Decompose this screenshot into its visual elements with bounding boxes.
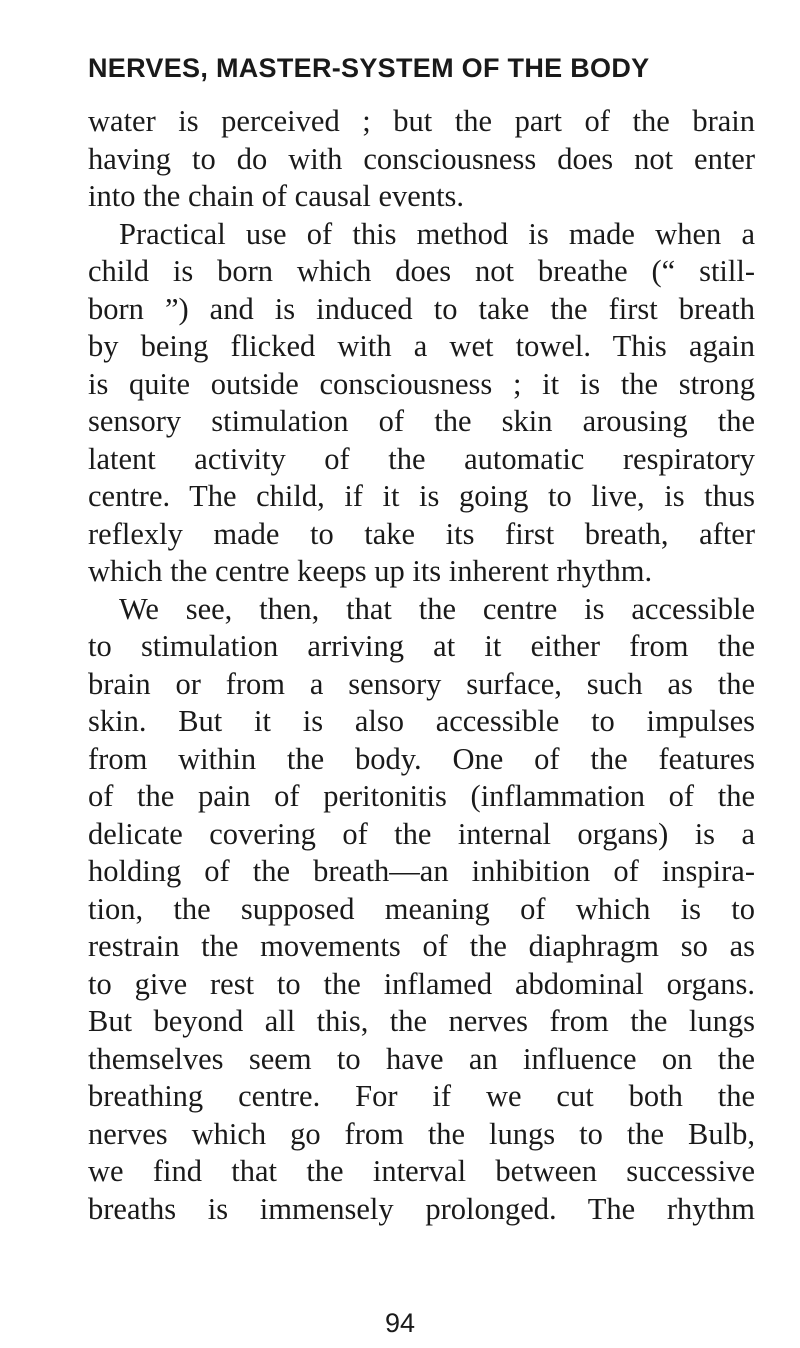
- text-line: is quite outside consciousness ; it is the strong: [88, 366, 755, 401]
- text-line: child is born which does not breathe (“ still-: [88, 254, 755, 288]
- text-line: by being flicked with a wet towel. This again: [88, 329, 755, 363]
- text-line: skin. But it is also accessible to impulses: [88, 704, 755, 738]
- text-line: water is perceived ; but the part of the brain: [88, 104, 755, 138]
- text-line: restrain the movements of the diaphragm so as: [88, 929, 755, 963]
- text-line: But beyond all this, the nerves from the lungs: [88, 1004, 755, 1038]
- text-line: brain or from a sensory surface, such as the: [88, 666, 755, 701]
- text-line: which the centre keeps up its inherent rhythm.: [88, 554, 653, 588]
- text-line: Practical use of this method is made when a: [119, 216, 755, 251]
- text-line: having to do with consciousness does not enter: [88, 141, 755, 176]
- text-line: to stimulation arriving at it either from the: [88, 629, 755, 663]
- text-line: tion, the supposed meaning of which is to: [88, 891, 755, 926]
- text-line: we find that the interval between successive: [88, 1154, 755, 1188]
- text-line: delicate covering of the internal organs) is a: [88, 816, 755, 851]
- text-line: reflexly made to take its first breath, after: [88, 516, 755, 551]
- running-head: NERVES, MASTER-SYSTEM OF THE BODY: [88, 53, 650, 83]
- page-number: 94: [384, 1308, 416, 1338]
- text-line: born ”) and is induced to take the first breath: [88, 291, 755, 326]
- text-line: sensory stimulation of the skin arousing the: [88, 404, 755, 438]
- text-line: breathing centre. For if we cut both the: [88, 1079, 755, 1113]
- body-text: [88, 103, 755, 1228]
- text-line: holding of the breath—an inhibition of inspira-: [88, 854, 755, 888]
- text-line: themselves seem to have an influence on the: [88, 1041, 755, 1076]
- text-line: from within the body. One of the features: [88, 741, 755, 776]
- text-line: centre. The child, if it is going to live, is thus: [88, 479, 755, 513]
- text-line: to give rest to the inflamed abdominal organs.: [88, 966, 755, 1001]
- text-line: of the pain of peritonitis (inflammation of the: [88, 779, 755, 813]
- text-line: breaths is immensely prolonged. The rhythm: [88, 1191, 755, 1226]
- text-line: latent activity of the automatic respiratory: [88, 441, 755, 476]
- text-line: into the chain of causal events.: [88, 179, 465, 213]
- text-line: We see, then, that the centre is accessible: [119, 591, 755, 626]
- text-line: nerves which go from the lungs to the Bulb,: [88, 1116, 755, 1151]
